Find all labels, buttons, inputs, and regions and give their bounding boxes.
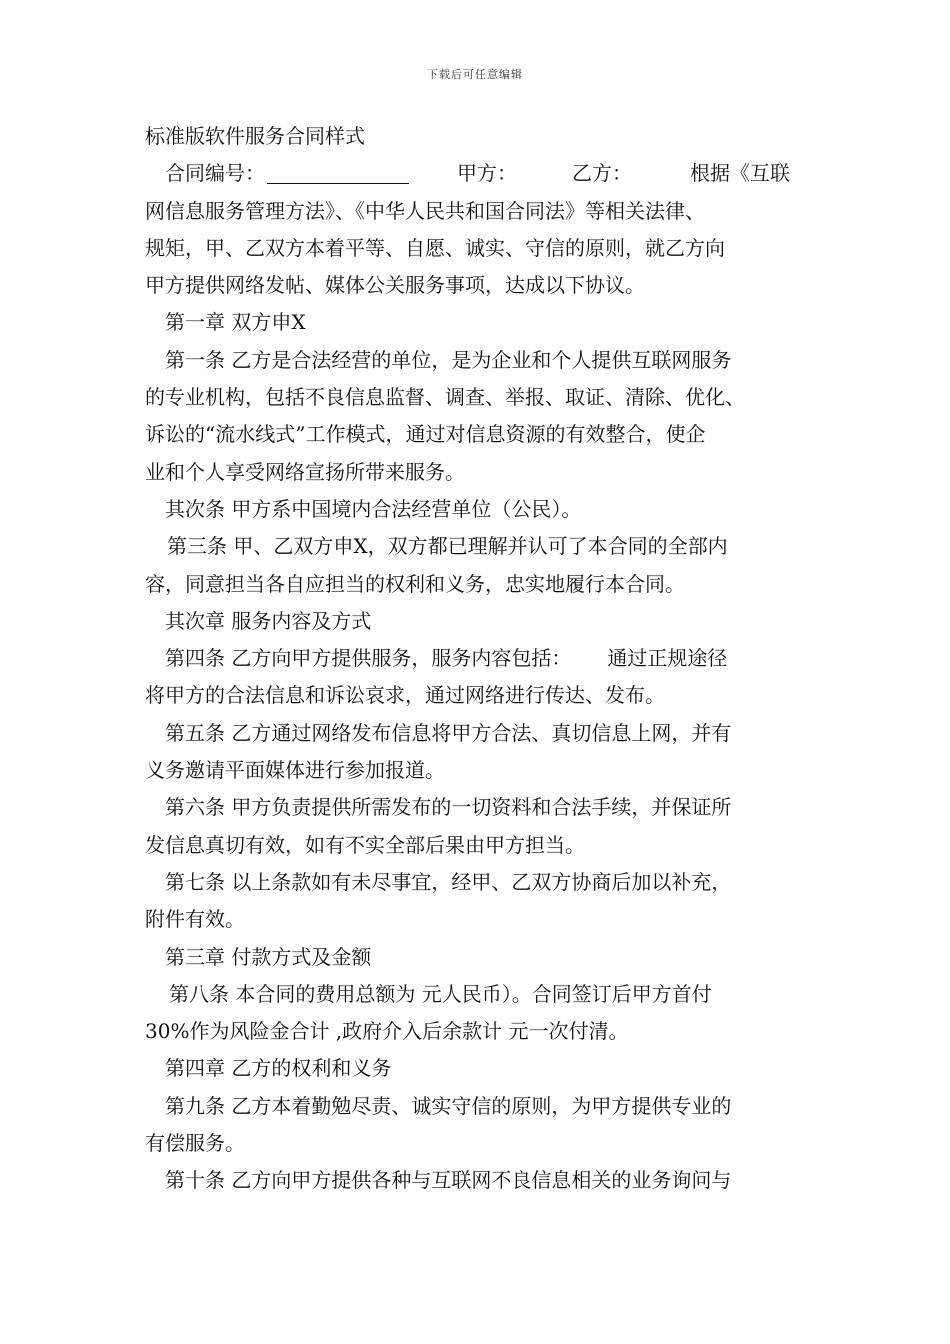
article-line: 第七条 以上条款如有未尽事宜，经甲、乙双方协商后加以补充， [165,869,732,894]
article-line: 第十条 乙方向甲方提供各种与互联网不良信息相关的业务询问与 [165,1168,732,1193]
article-line: 第五条 乙方通过网络发布信息将甲方合法、真切信息上网，并有 [165,720,732,745]
text-line: 发信息真切有效，如有不实全部后果由甲方担当。 [145,832,585,857]
contract-no-label: 合同编号： [165,161,265,186]
party-a-label: 甲方： [457,161,517,186]
text-line: 网信息服务管理方法》、《中华人民共和国合同法》等相关法律、 [145,198,705,223]
text-line: 的专业机构，包括不良信息监督、调查、举报、取证、清除、优化、 [145,385,745,410]
party-b-label: 乙方： [572,161,632,186]
text-line: 30%作为风险金合计 ,政府介入后余款计 元一次付清。 [145,1019,629,1044]
contract-no-blank [267,161,409,184]
article-line: 第六条 甲方负责提供所需发布的一切资料和合法手续，并保证所 [165,795,732,820]
article-line: 其次条 甲方系中国境内合法经营单位（公民）。 [165,496,582,521]
page-header: 下载后可任意编辑 [427,68,523,81]
chapter-heading: 第三章 付款方式及金额 [165,944,372,969]
chapter-heading: 其次章 服务内容及方式 [165,608,372,633]
document-title: 标准版软件服务合同样式 [145,124,365,148]
text-line: 业和个人享受网络宣扬所带来服务。 [145,459,465,484]
article-line: 第一条 乙方是合法经营的单位，是为企业和个人提供互联网服务 [165,347,732,372]
chapter-heading: 第四章 乙方的权利和义务 [165,1056,392,1081]
text-line: 甲方提供网络发帖、媒体公关服务事项，达成以下协议。 [145,273,645,298]
contract-header-line [145,155,825,192]
text-line: 诉讼的“流水线式”工作模式，通过对信息资源的有效整合，使企 [145,422,706,447]
text-line: 义务邀请平面媒体进行参加报道。 [145,758,445,783]
article-4-tail: 通过正规途径 [607,646,728,671]
document-body [145,118,825,1200]
article-line: 第九条 乙方本着勤勉尽责、诚实守信的原则，为甲方提供专业的 [165,1093,732,1118]
text-line: 附件有效。 [145,907,245,932]
intro-start: 根据《互联 [690,161,790,186]
text-line: 容，同意担当各自应担当的权利和义务，忠实地履行本合同。 [145,571,685,596]
text-line: 规矩，甲、乙双方本着平等、自愿、诚实、守信的原则，就乙方向 [145,235,725,260]
article-line: 第八条 本合同的费用总额为 元人民币）。合同签订后甲方首付 [169,981,712,1006]
text-line: 将甲方的合法信息和诉讼哀求，通过网络进行传达、发布。 [145,683,665,708]
article-line: 第三条 甲、乙双方申X，双方都已理解并认可了本合同的全部内 [167,534,728,559]
text-line: 有偿服务。 [145,1131,245,1156]
article-4-text: 第四条 乙方向甲方提供服务，服务内容包括： [165,646,572,671]
article-line [145,640,825,677]
chapter-heading: 第一章 双方申X [165,310,306,335]
